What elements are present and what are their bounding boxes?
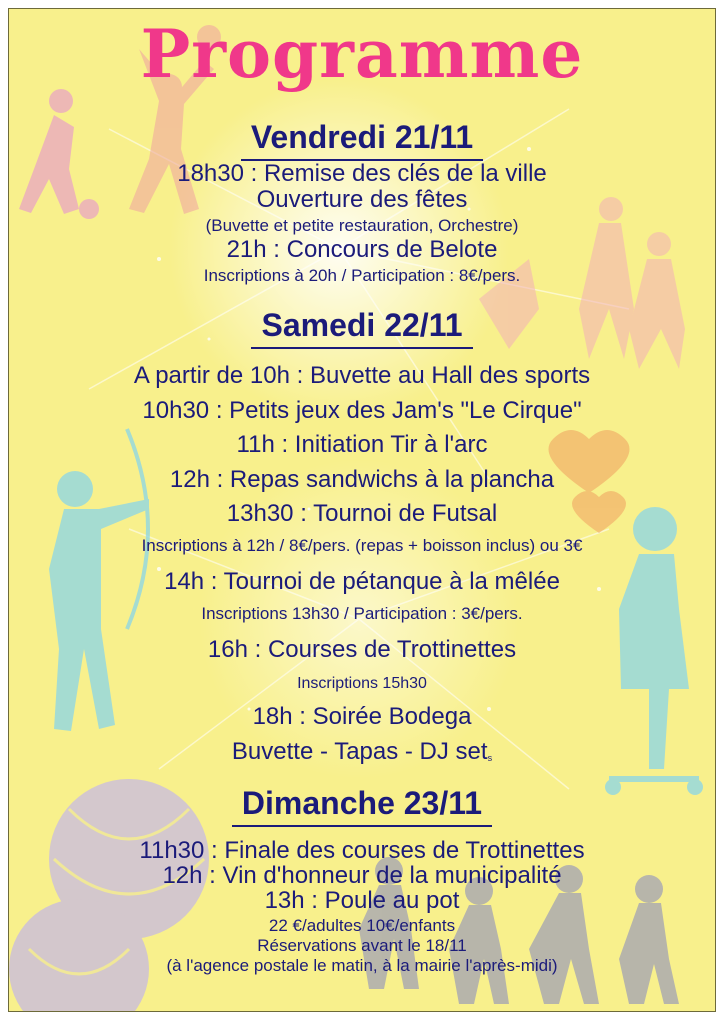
program-line: Inscriptions 13h30 / Participation : 3€/pers. (201, 604, 523, 623)
program-line: Ouverture des fêtes (256, 186, 468, 213)
program-line: 21h : Concours de Belote (226, 236, 498, 263)
day-heading-sunday: Dimanche 23/11 (9, 783, 715, 827)
program-line: 18h30 : Remise des clés de la ville (177, 160, 547, 187)
program-line: Inscriptions à 12h / 8€/pers. (repas + boisson inclus) ou 3€ (141, 536, 583, 555)
program-line: (Buvette et petite restauration, Orchestre) (205, 216, 519, 235)
program-line: 16h : Courses de Trottinettes (207, 636, 517, 663)
day-heading-friday: Vendredi 21/11 (9, 117, 715, 161)
poster-title: Programme (140, 15, 584, 93)
program-line: (à l'agence postale le matin, à la mairie l'après-midi) (166, 956, 558, 975)
program-line: 11h30 : Finale des courses de Trottinettes (139, 837, 585, 864)
poster (8, 8, 716, 1012)
program-line: 13h30 : Tournoi de Futsal (226, 500, 498, 527)
program-line: 14h : Tournoi de pétanque à la mêlée (164, 568, 560, 595)
day-heading-saturday: Samedi 22/11 (9, 305, 715, 349)
program-line: Inscriptions 15h30 (297, 675, 427, 692)
program-line: A partir de 10h : Buvette au Hall des sports (133, 362, 591, 389)
program-line: 12h : Repas sandwichs à la plancha (169, 466, 555, 493)
program-line: 22 €/adultes 10€/enfants (268, 916, 456, 935)
program-line: Buvette - Tapas - DJ set$_s$ (231, 738, 493, 765)
program-line: 18h : Soirée Bodega (252, 703, 472, 730)
program-line: Inscriptions à 20h / Participation : 8€/pers. (203, 266, 521, 285)
program-line: 10h30 : Petits jeux des Jam's "Le Cirque" (142, 397, 582, 424)
program-content (9, 9, 715, 1011)
program-line: Réservations avant le 18/11 (257, 936, 467, 955)
program-line: 11h : Initiation Tir à l'arc (236, 431, 488, 458)
program-line: 12h : Vin d'honneur de la municipalité (162, 862, 562, 889)
program-line: 13h : Poule au pot (264, 887, 460, 914)
